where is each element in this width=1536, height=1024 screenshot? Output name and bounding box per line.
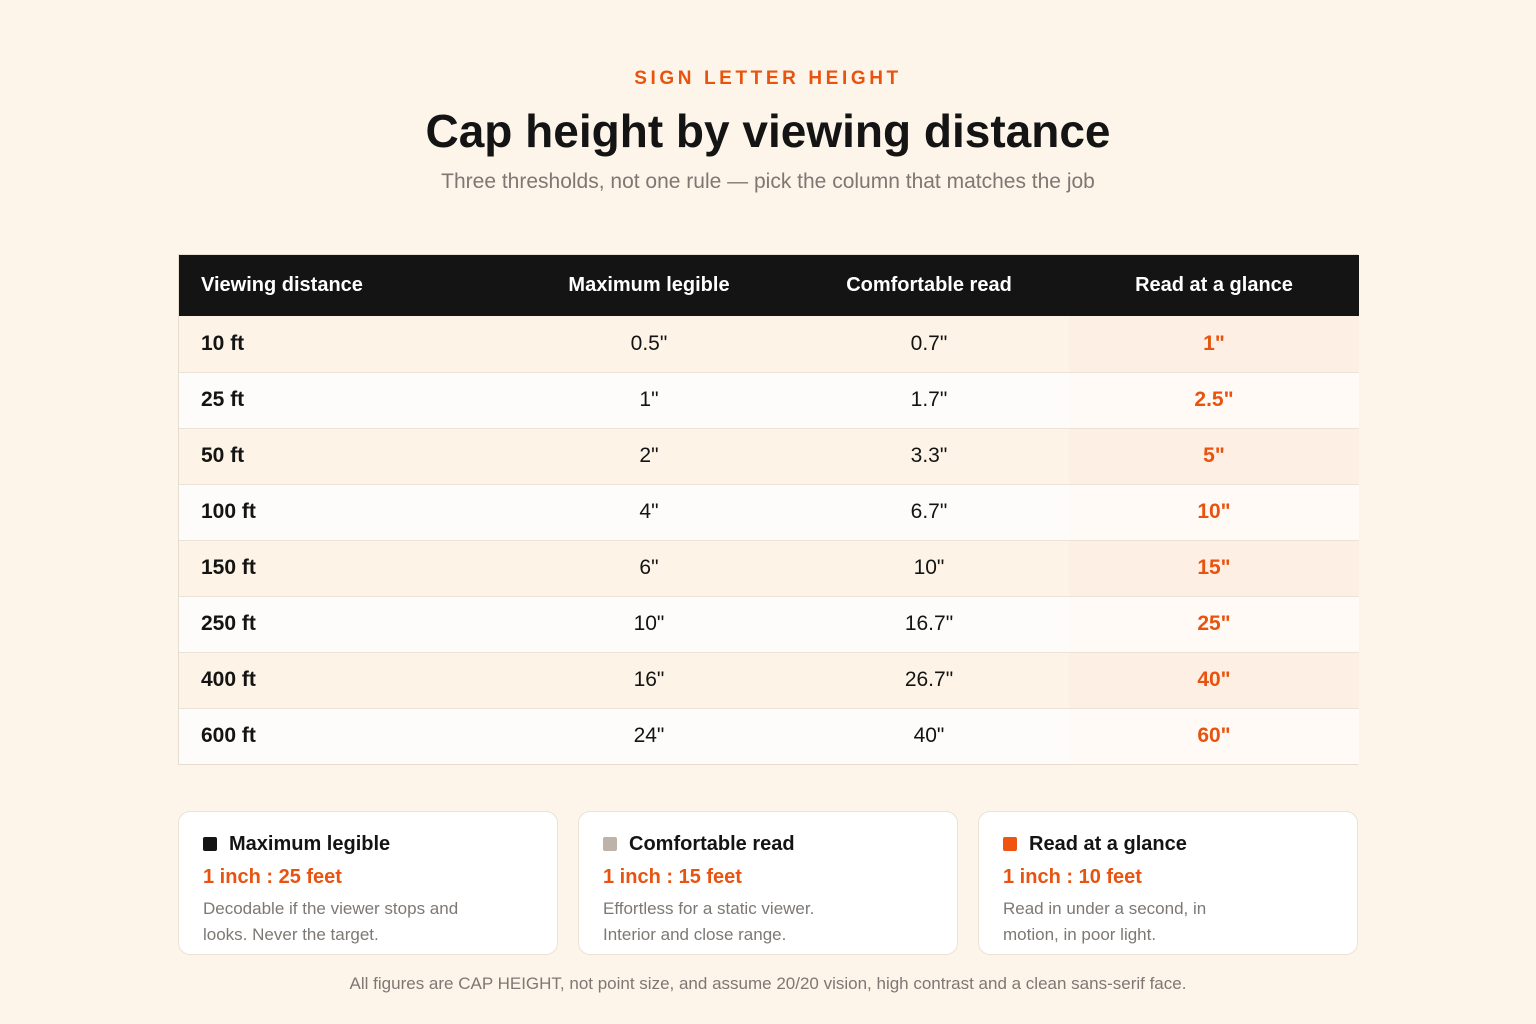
column-header-maximum-legible: Maximum legible (568, 274, 730, 296)
cell-comfortable-read: 40" (913, 724, 945, 748)
legend-card-ratio: 1 inch : 15 feet (603, 866, 742, 888)
page-subtitle: Three thresholds, not one rule — pick the column that matches the job (441, 170, 1095, 193)
column-header-comfortable-read: Comfortable read (846, 274, 1012, 296)
cell-read-at-glance: 40" (1069, 652, 1359, 708)
table-row (179, 428, 1359, 484)
legend-card-read-at-glance (978, 811, 1358, 955)
cell-maximum-legible: 10" (633, 612, 665, 635)
cell-distance: 600 ft (201, 724, 256, 748)
cell-comfortable-read: 1.7" (910, 388, 948, 411)
eyebrow-label: SIGN LETTER HEIGHT (634, 68, 902, 89)
cell-read-at-glance: 15" (1069, 540, 1359, 596)
cell-distance: 100 ft (201, 500, 256, 523)
cell-distance: 50 ft (201, 444, 245, 467)
cell-distance: 150 ft (201, 556, 256, 579)
cell-maximum-legible: 16" (633, 668, 665, 691)
table-row (179, 316, 1359, 372)
cell-maximum-legible: 0.5" (630, 331, 668, 355)
legend-card-title: Read at a glance (1029, 832, 1187, 855)
cell-distance: 25 ft (201, 388, 245, 411)
swatch-icon (1003, 837, 1017, 851)
table-row (179, 596, 1359, 652)
cell-read-at-glance: 2.5" (1069, 372, 1359, 428)
cell-distance: 400 ft (201, 668, 256, 691)
page-title: Cap height by viewing distance (425, 105, 1111, 157)
cell-read-at-glance: 1" (1069, 316, 1359, 372)
cell-comfortable-read: 10" (913, 556, 945, 579)
footnote: All figures are CAP HEIGHT, not point size, and assume 20/20 vision, high contrast and a clean sans-serif face. (349, 974, 1187, 993)
legend-card-description: Effortless for a static viewer. Interior and close range. (603, 899, 815, 944)
cell-maximum-legible: 4" (639, 500, 659, 523)
swatch-icon (203, 837, 217, 851)
legend-card-ratio: 1 inch : 10 feet (1003, 866, 1142, 888)
cell-read-at-glance: 10" (1069, 484, 1359, 540)
table-row (179, 540, 1359, 596)
legend-card-ratio: 1 inch : 25 feet (203, 866, 342, 888)
legend-cards (178, 811, 1358, 955)
cell-distance: 10 ft (201, 331, 245, 355)
cell-maximum-legible: 2" (639, 444, 659, 467)
cap-height-table (178, 254, 1358, 765)
legend-card-description: Read in under a second, in motion, in poor light. (1003, 899, 1207, 944)
table-row (179, 372, 1359, 428)
table-row (179, 708, 1359, 764)
legend-card-title: Comfortable read (629, 832, 795, 855)
legend-card-maximum-legible (178, 811, 558, 955)
legend-card-comfortable-read (578, 811, 958, 955)
cell-comfortable-read: 3.3" (910, 444, 948, 467)
legend-card-title: Maximum legible (229, 832, 391, 855)
cell-comfortable-read: 16.7" (904, 612, 954, 635)
cell-read-at-glance: 5" (1069, 428, 1359, 484)
cell-read-at-glance: 60" (1069, 708, 1359, 764)
table-header-row (179, 255, 1359, 316)
table-row (179, 652, 1359, 708)
cell-comfortable-read: 26.7" (904, 668, 954, 691)
cell-maximum-legible: 1" (639, 388, 659, 411)
cell-read-at-glance: 25" (1069, 596, 1359, 652)
column-header-distance: Viewing distance (201, 274, 363, 296)
table-row (179, 484, 1359, 540)
column-header-read-at-glance: Read at a glance (1135, 274, 1293, 296)
cell-maximum-legible: 6" (639, 556, 659, 579)
cell-distance: 250 ft (201, 612, 256, 635)
cell-maximum-legible: 24" (633, 724, 665, 748)
legend-card-description: Decodable if the viewer stops and looks. Never the target. (203, 899, 459, 944)
cell-comfortable-read: 0.7" (910, 331, 948, 355)
swatch-icon (603, 837, 617, 851)
cell-comfortable-read: 6.7" (910, 500, 948, 523)
